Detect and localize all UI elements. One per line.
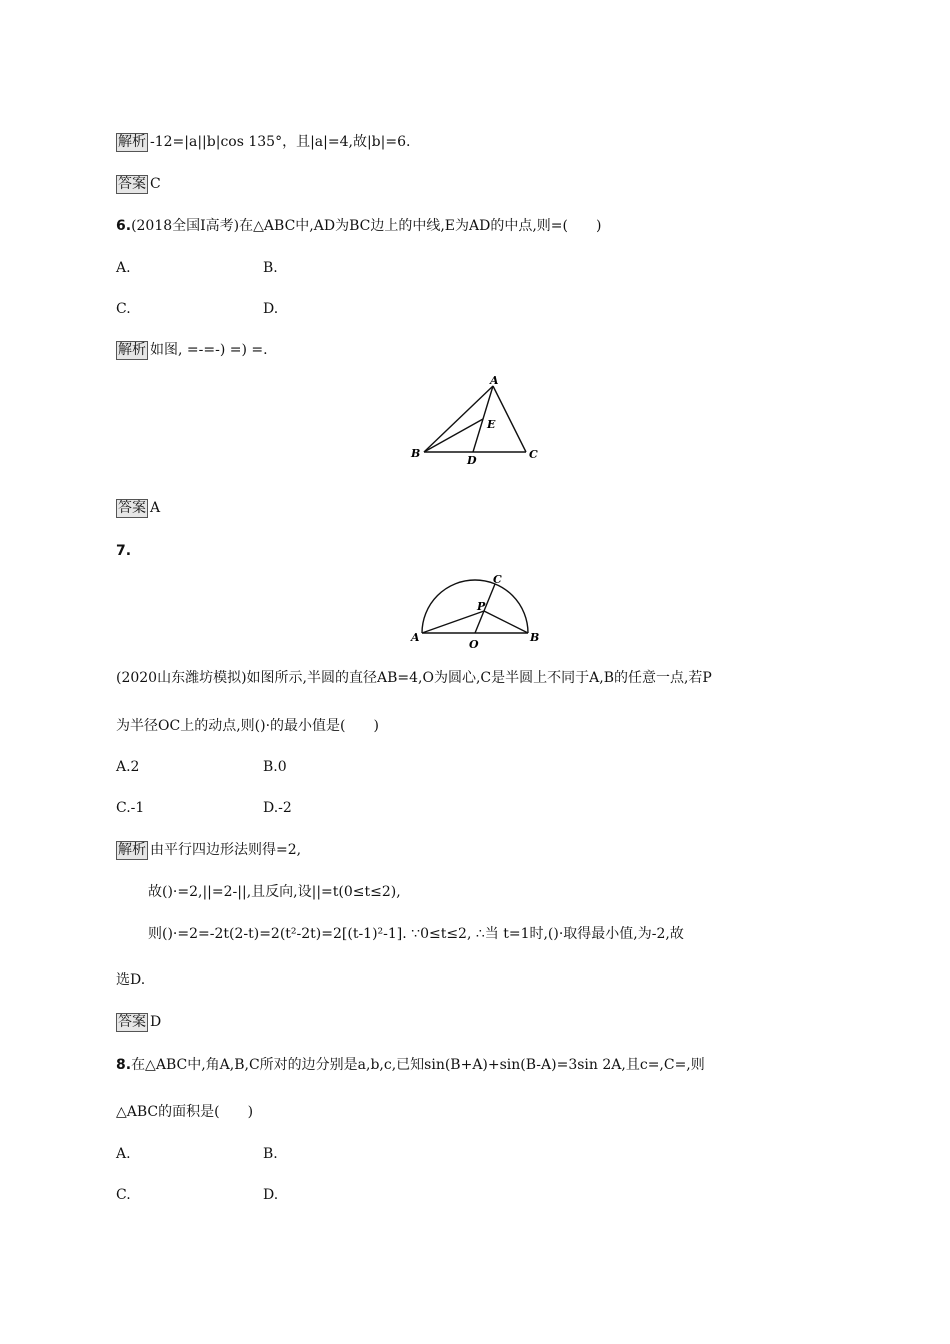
answer-value: D: [150, 1014, 162, 1030]
segment-pa: [422, 611, 484, 633]
triangle-figure: [405, 372, 550, 467]
item6-option-b: B.: [263, 260, 278, 276]
segment-pb: [484, 611, 528, 633]
item7-option-d: D.-2: [263, 800, 292, 816]
label-d: D: [467, 454, 477, 467]
item7-number: [116, 541, 131, 561]
question-number: 8.: [116, 1057, 132, 1073]
item8-option-b: B.: [263, 1146, 278, 1162]
item6-stem: [116, 216, 601, 236]
item5-analysis: [116, 132, 410, 152]
item7-analysis: [116, 840, 301, 860]
item7-option-b: B.0: [263, 759, 287, 775]
label-c: C: [493, 573, 502, 586]
item7-option-a: A.2: [116, 759, 140, 775]
answer-tag: 答案: [118, 500, 146, 516]
answer-tag: 答案: [118, 1014, 146, 1030]
label-o: O: [469, 638, 479, 651]
item8-option-d: D.: [263, 1187, 279, 1203]
item5-answer: [116, 174, 161, 194]
analysis-tag: 解析: [118, 842, 146, 858]
analysis-tag: 解析: [118, 342, 146, 358]
answer-value: C: [150, 176, 161, 192]
item6-answer: [116, 498, 160, 518]
label-a: A: [411, 631, 420, 644]
item6-analysis: [116, 340, 268, 360]
item7-answer: [116, 1012, 161, 1032]
question-text: 在△ABC中,角A,B,C所对的边分别是a,b,c,已知sin(B+A)+sin(B-A)=3sin 2A,且c=,C=,则: [131, 1057, 705, 1073]
label-b: B: [411, 447, 421, 460]
question-text: (2018全国Ⅰ高考)在△ABC中,AD为BC边上的中线,E为AD的中点,则=( ): [131, 218, 602, 234]
question-number: 7.: [116, 543, 132, 559]
item7-analysis-line2: 故()·=2,||=2-||,且反向,设||=t(0≤t≤2),: [148, 884, 401, 900]
item8-option-a: A.: [116, 1146, 131, 1162]
item7-analysis-line3: 则()·=2=-2t(2-t)=2(t²-2t)=2[(t-1)²-1]. ∵0≤t≤2, ∴当 t=1时,()·取得最小值,为-2,故: [148, 926, 684, 942]
answer-tag: 答案: [118, 176, 146, 192]
label-e: E: [487, 418, 496, 431]
answer-value: A: [150, 500, 161, 516]
item6-option-a: A.: [116, 260, 131, 276]
item7-analysis-line4: 选D.: [116, 972, 146, 988]
label-p: P: [477, 600, 486, 613]
item7-stem-line1: (2020山东潍坊模拟)如图所示,半圆的直径AB=4,O为圆心,C是半圆上不同于A,B的任意一点,若P: [116, 670, 712, 686]
item8-option-c: C.: [116, 1187, 131, 1203]
analysis-text: 由平行四边形法则得=2,: [150, 842, 302, 858]
analysis-text: 如图, =-=-) =) =.: [150, 342, 268, 358]
semicircle-figure: [405, 570, 550, 652]
item7-stem-line2: 为半径OC上的动点,则()·的最小值是( ): [116, 718, 379, 734]
item6-option-c: C.: [116, 301, 131, 317]
item8-stem-line2: △ABC的面积是( ): [116, 1104, 254, 1120]
item6-option-d: D.: [263, 301, 279, 317]
label-b: B: [530, 631, 540, 644]
label-a: A: [490, 374, 499, 387]
item8-stem-line1: [116, 1055, 705, 1075]
label-c: C: [529, 448, 538, 461]
item7-option-c: C.-1: [116, 800, 145, 816]
analysis-tag: 解析: [118, 134, 146, 150]
side-ac: [493, 386, 526, 452]
question-number: 6.: [116, 218, 132, 234]
analysis-text: -12=|a||b|cos 135°，且|a|=4,故|b|=6.: [150, 134, 411, 150]
